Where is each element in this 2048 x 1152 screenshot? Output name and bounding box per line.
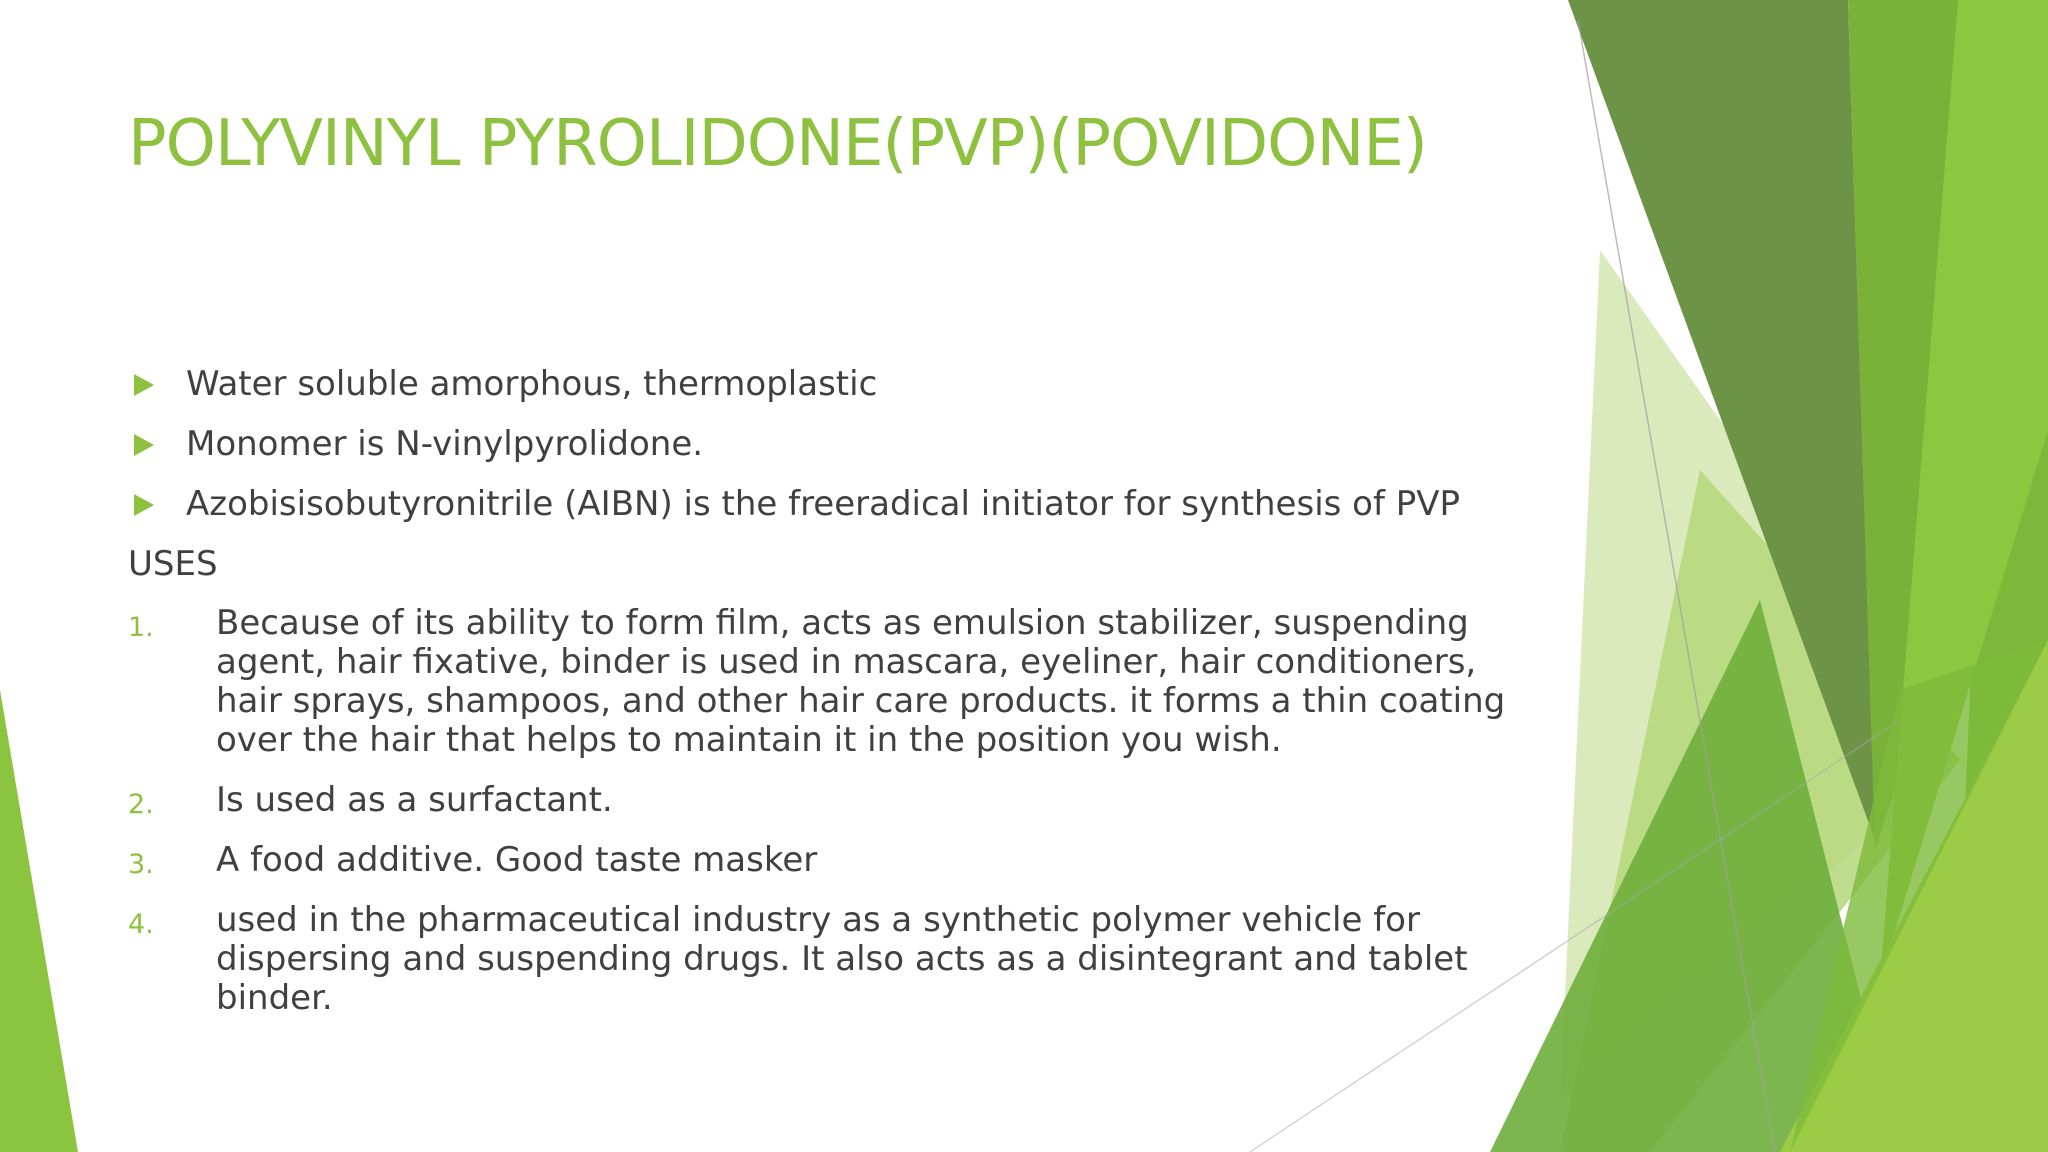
bullet-item	[128, 364, 1548, 404]
use-item	[128, 901, 1548, 1018]
slide-content	[128, 364, 1548, 1039]
bullet-item	[128, 484, 1548, 524]
arrow-bullet-icon	[134, 374, 154, 396]
arrow-bullet-icon	[134, 494, 154, 516]
use-number: 2.	[128, 789, 154, 820]
left-edge-facet	[0, 690, 78, 1152]
bullet-item	[128, 424, 1548, 464]
use-number: 4.	[128, 909, 154, 940]
use-text: Is used as a surfactant.	[216, 780, 613, 820]
slide-title: POLYVINYL PYROLIDONE(PVP)(POVIDONE)	[128, 107, 1427, 181]
use-item	[128, 781, 1548, 820]
use-text: Because of its ability to form film, acts as emulsion stabilizer, suspending agent, hair fixative, binder is used in mascara, eyeliner, hair conditioners, hair sprays, shampoos, and other hair care products. it forms a thin coating over the hair that helps to maintain it in the position you wish.	[216, 603, 1506, 760]
uses-list	[128, 604, 1548, 1018]
use-text: used in the pharmaceutical industry as a synthetic polymer vehicle for dispersing and suspending drugs. It also acts as a disintegrant and tablet binder.	[216, 900, 1468, 1018]
use-item	[128, 841, 1548, 880]
use-number: 3.	[128, 849, 154, 880]
use-item	[128, 604, 1548, 760]
bullet-text: Monomer is N-vinylpyrolidone.	[186, 424, 704, 464]
uses-heading: USES	[128, 544, 218, 584]
bullet-text: Water soluble amorphous, thermoplastic	[186, 364, 878, 404]
use-text: A food additive. Good taste masker	[216, 840, 818, 880]
arrow-bullet-icon	[134, 434, 154, 456]
bullet-list	[128, 364, 1548, 524]
use-number: 1.	[128, 612, 154, 643]
bullet-text: Azobisisobutyronitrile (AIBN) is the freeradical initiator for synthesis of PVP	[186, 484, 1461, 524]
